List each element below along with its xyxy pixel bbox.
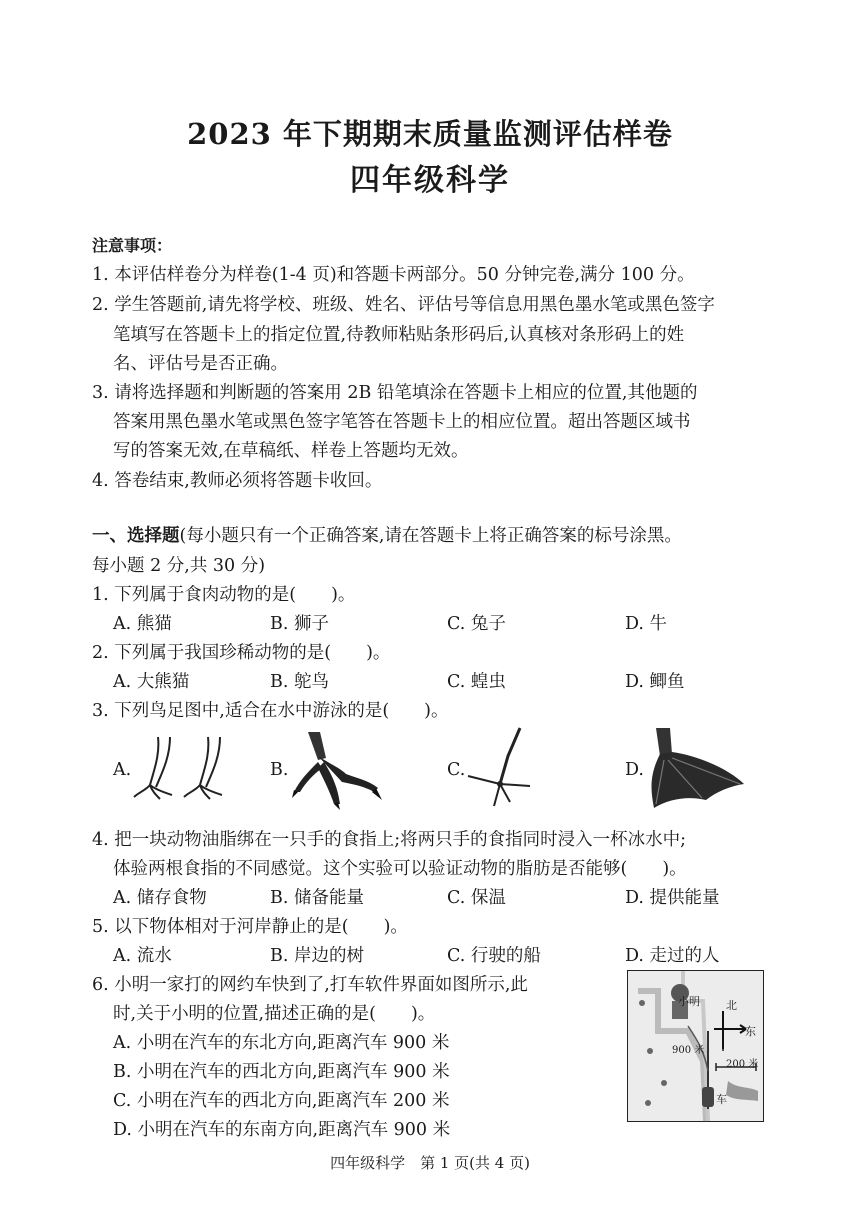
map-label-900m: 900 米 <box>672 1045 705 1056</box>
q1-option-d: D. 牛 <box>625 614 668 634</box>
notice-line-2: 2. 学生答题前,请先将学校、班级、姓名、评估号等信息用黑色墨水笔或黑色签字 <box>92 295 715 315</box>
notice-line-2c: 名、评估号是否正确。 <box>113 354 288 374</box>
bird-foot-c-image <box>460 726 535 810</box>
notice-heading: 注意事项： <box>92 236 173 255</box>
map-label-200m: 200 米 <box>726 1059 759 1070</box>
notice-line-3: 3. 请将选择题和判断题的答案用 2B 铅笔填涂在答题卡上相应的位置,其他题的 <box>92 383 698 403</box>
q2-option-a: A. 大熊猫 <box>113 672 190 692</box>
q6-option-a: A. 小明在汽车的东北方向,距离汽车 900 米 <box>113 1033 450 1053</box>
q3-option-a: A. <box>113 760 132 780</box>
question-6-stem: 6. 小明一家打的网约车快到了,打车软件界面如图所示,此 <box>92 975 528 995</box>
question-5-stem: 5. 以下物体相对于河岸静止的是( )。 <box>92 917 408 937</box>
notice-line-1: 1. 本评估样卷分为样卷(1-4 页)和答题卡两部分。50 分钟完卷,满分 100 分。 <box>92 265 695 285</box>
q5-option-c: C. 行驶的船 <box>447 946 541 966</box>
map-label-car: 车 <box>716 1093 727 1106</box>
map-label-east: 东 <box>745 1025 756 1038</box>
question-6-stem-2: 时,关于小明的位置,描述正确的是( )。 <box>113 1004 436 1024</box>
question-3-stem: 3. 下列鸟足图中,适合在水中游泳的是( )。 <box>92 701 449 721</box>
ride-map-figure <box>627 970 764 1122</box>
notice-line-3b: 答案用黑色墨水笔或黑色签字笔答在答题卡上的相应位置。超出答题区域书 <box>113 412 691 432</box>
notice-line-4: 4. 答卷结束,教师必须将答题卡收回。 <box>92 471 383 491</box>
exam-title: 2023 年下期期末质量监测评估样卷 <box>187 117 673 151</box>
question-4-stem-2: 体验两根食指的不同感觉。这个实验可以验证动物的脂肪是否能够( )。 <box>113 859 687 879</box>
question-4-stem: 4. 把一块动物油脂绑在一只手的食指上;将两只手的食指同时浸入一杯冰水中; <box>92 830 687 850</box>
q4-option-d: D. 提供能量 <box>625 888 720 908</box>
notice-line-2b: 笔填写在答题卡上的指定位置,待教师粘贴条形码后,认真核对条形码上的姓 <box>113 325 685 345</box>
q4-option-a: A. 储存食物 <box>113 888 207 908</box>
car-icon <box>702 1087 714 1107</box>
page-footer: 四年级科学 第 1 页(共 4 页) <box>330 1154 530 1172</box>
q2-option-d: D. 鲫鱼 <box>625 672 685 692</box>
q4-option-c: C. 保温 <box>447 888 506 908</box>
q3-option-b: B. <box>270 760 289 780</box>
q5-option-a: A. 流水 <box>113 946 172 966</box>
q1-option-a: A. 熊猫 <box>113 614 172 634</box>
section-desc-2: 每小题 2 分,共 30 分) <box>92 556 266 576</box>
q2-option-b: B. 鸵鸟 <box>270 672 329 692</box>
map-label-xiaoming: 小明 <box>678 995 700 1008</box>
section-title: 一、选择题 <box>92 526 180 546</box>
q6-option-d: D. 小明在汽车的东南方向,距离汽车 900 米 <box>113 1120 451 1140</box>
section-heading-line <box>92 522 682 547</box>
question-2-stem: 2. 下列属于我国珍稀动物的是( )。 <box>92 643 391 663</box>
question-1-stem: 1. 下列属于食肉动物的是( )。 <box>92 585 356 605</box>
q2-option-c: C. 蝗虫 <box>447 672 506 692</box>
bird-foot-d-image <box>650 726 746 812</box>
q4-option-b: B. 储备能量 <box>270 888 364 908</box>
q5-option-b: B. 岸边的树 <box>270 946 364 966</box>
q6-option-c: C. 小明在汽车的西北方向,距离汽车 200 米 <box>113 1091 450 1111</box>
q3-option-d: D. <box>625 760 644 780</box>
notice-line-3c: 写的答案无效,在草稿纸、样卷上答题均无效。 <box>113 441 469 461</box>
bird-foot-b-image <box>290 728 385 810</box>
exam-subtitle: 四年级科学 <box>350 163 510 198</box>
section-desc: (每小题只有一个正确答案,请在答题卡上将正确答案的标号涂黑。 <box>179 526 682 546</box>
map-label-north: 北 <box>726 999 737 1012</box>
q3-option-c: C. <box>447 760 466 780</box>
q1-option-c: C. 兔子 <box>447 614 506 634</box>
q5-option-d: D. 走过的人 <box>625 946 720 966</box>
q1-option-b: B. 狮子 <box>270 614 329 634</box>
q6-option-b: B. 小明在汽车的西北方向,距离汽车 900 米 <box>113 1062 450 1082</box>
bird-foot-a-image <box>130 735 230 805</box>
